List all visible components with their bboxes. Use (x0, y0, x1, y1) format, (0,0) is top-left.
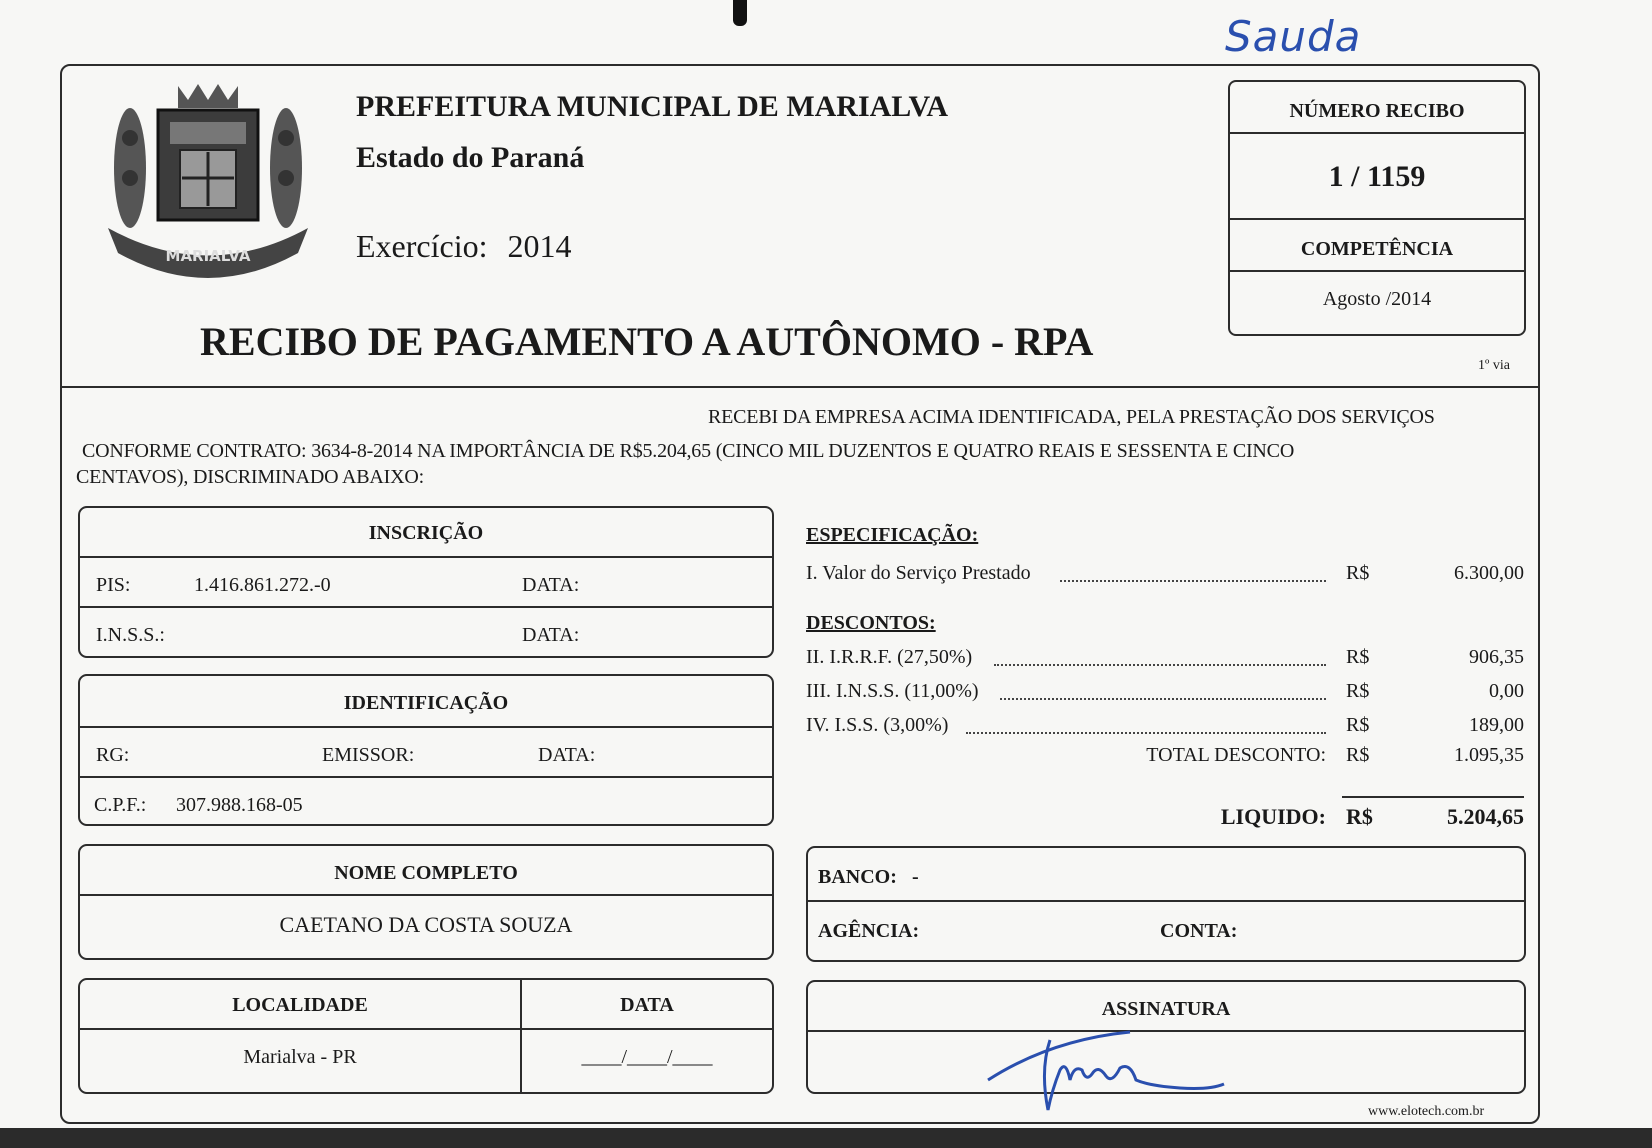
svg-text:MARIALVA: MARIALVA (165, 247, 251, 265)
divider (1230, 218, 1524, 220)
liquido-label: LIQUIDO: (1220, 804, 1326, 829)
divider (80, 776, 772, 778)
pis-data-label: DATA: (522, 574, 580, 596)
identificacao-box (78, 674, 774, 826)
inss-label: I.N.S.S.: (96, 624, 165, 646)
rg-label: RG: (96, 744, 130, 766)
agencia-label: AGÊNCIA: (818, 920, 920, 942)
leader-dots (994, 662, 1326, 666)
total-desconto-label: TOTAL DESCONTO: (1146, 744, 1326, 766)
inscricao-box (78, 506, 774, 658)
localidade-data-title: DATA (620, 994, 674, 1016)
iss-value: 189,00 (1469, 714, 1524, 736)
exercicio (356, 228, 571, 265)
statement-line-2: CONFORME CONTRATO: 3634-8-2014 NA IMPORTÂNCIA DE R$5.204,65 (CINCO MIL DUZENTOS E QUATRO REAIS E SESSENTA E CINCO (82, 440, 1295, 462)
inss-currency: R$ (1346, 680, 1370, 702)
irrf-currency: R$ (1346, 646, 1370, 668)
scan-edge (0, 1128, 1652, 1148)
servico-currency: R$ (1346, 562, 1370, 584)
liquido-value: 5.204,65 (1447, 804, 1524, 829)
exercicio-label: Exercício: (356, 228, 488, 264)
localidade-data-value: ____/____/____ (581, 1046, 713, 1068)
identificacao-title: IDENTIFICAÇÃO (343, 692, 509, 714)
statement-line-1: RECEBI DA EMPRESA ACIMA IDENTIFICADA, PELA PRESTAÇÃO DOS SERVIÇOS (708, 406, 1435, 428)
total-currency: R$ (1346, 744, 1370, 766)
pis-label: PIS: (96, 574, 131, 596)
banco-label: BANCO: (818, 866, 897, 888)
state-name: Estado do Paraná (356, 141, 585, 174)
servico-value: 6.300,00 (1454, 562, 1524, 584)
inss-desconto-value: 0,00 (1489, 680, 1524, 702)
servico-label: I. Valor do Serviço Prestado (806, 562, 1031, 584)
municipal-crest-icon (108, 78, 308, 288)
cpf-value: 307.988.168-05 (176, 794, 303, 816)
liquido-currency: R$ (1346, 804, 1373, 829)
divider (1230, 132, 1524, 134)
via-label: 1º via (1478, 358, 1510, 373)
especificacao-title: ESPECIFICAÇÃO: (806, 524, 979, 546)
inss-desconto-label: III. I.N.S.S. (11,00%) (806, 680, 979, 702)
nome-completo-box (78, 844, 774, 960)
conta-label: CONTA: (1160, 920, 1238, 942)
inss-data-label: DATA: (522, 624, 580, 646)
emissor-label: EMISSOR: (322, 744, 415, 766)
competencia-value: Agosto /2014 (1322, 288, 1432, 310)
identificacao-data-label: DATA: (538, 744, 596, 766)
divider (808, 900, 1524, 902)
pis-value: 1.416.861.272.-0 (194, 574, 331, 596)
total-desconto-value: 1.095,35 (1454, 744, 1524, 766)
handwritten-signature-icon (980, 1010, 1250, 1120)
divider (80, 606, 772, 608)
leader-dots (1060, 578, 1326, 582)
divider (80, 894, 772, 896)
liquido-rule (1342, 796, 1524, 798)
numero-recibo-value: 1 / 1159 (1328, 160, 1426, 193)
statement-line-3: CENTAVOS), DISCRIMINADO ABAIXO: (76, 466, 424, 488)
leader-dots (1000, 696, 1326, 700)
competencia-label: COMPETÊNCIA (1300, 238, 1454, 260)
numero-recibo-label: NÚMERO RECIBO (1289, 100, 1465, 122)
ink-mark (733, 0, 747, 26)
iss-label: IV. I.S.S. (3,00%) (806, 714, 949, 736)
iss-currency: R$ (1346, 714, 1370, 736)
localidade-box (78, 978, 774, 1094)
nome-completo-value: CAETANO DA COSTA SOUZA (279, 912, 573, 937)
descontos-title: DESCONTOS: (806, 612, 936, 634)
localidade-title: LOCALIDADE (232, 994, 368, 1016)
website-footer: www.elotech.com.br (1368, 1104, 1485, 1119)
assinatura-title: ASSINATURA (1101, 998, 1231, 1020)
divider (80, 556, 772, 558)
banco-value: - (912, 866, 919, 888)
divider (80, 1028, 772, 1030)
localidade-value: Marialva - PR (243, 1046, 357, 1068)
irrf-value: 906,35 (1469, 646, 1524, 668)
exercicio-value: 2014 (507, 228, 572, 264)
nome-completo-title: NOME COMPLETO (334, 862, 518, 884)
divider (1230, 270, 1524, 272)
banco-box (806, 846, 1526, 962)
inscricao-title: INSCRIÇÃO (368, 522, 484, 544)
receipt-number-box (1228, 80, 1526, 336)
cpf-label: C.P.F.: (94, 794, 147, 816)
leader-dots (966, 730, 1326, 734)
column-divider (520, 980, 522, 1092)
municipality-title: PREFEITURA MUNICIPAL DE MARIALVA (356, 90, 949, 123)
handwritten-note: Sauda (1225, 12, 1362, 61)
header-divider (60, 386, 1540, 388)
document-title: RECIBO DE PAGAMENTO A AUTÔNOMO - RPA (200, 319, 1094, 364)
irrf-label: II. I.R.R.F. (27,50%) (806, 646, 973, 668)
divider (80, 726, 772, 728)
